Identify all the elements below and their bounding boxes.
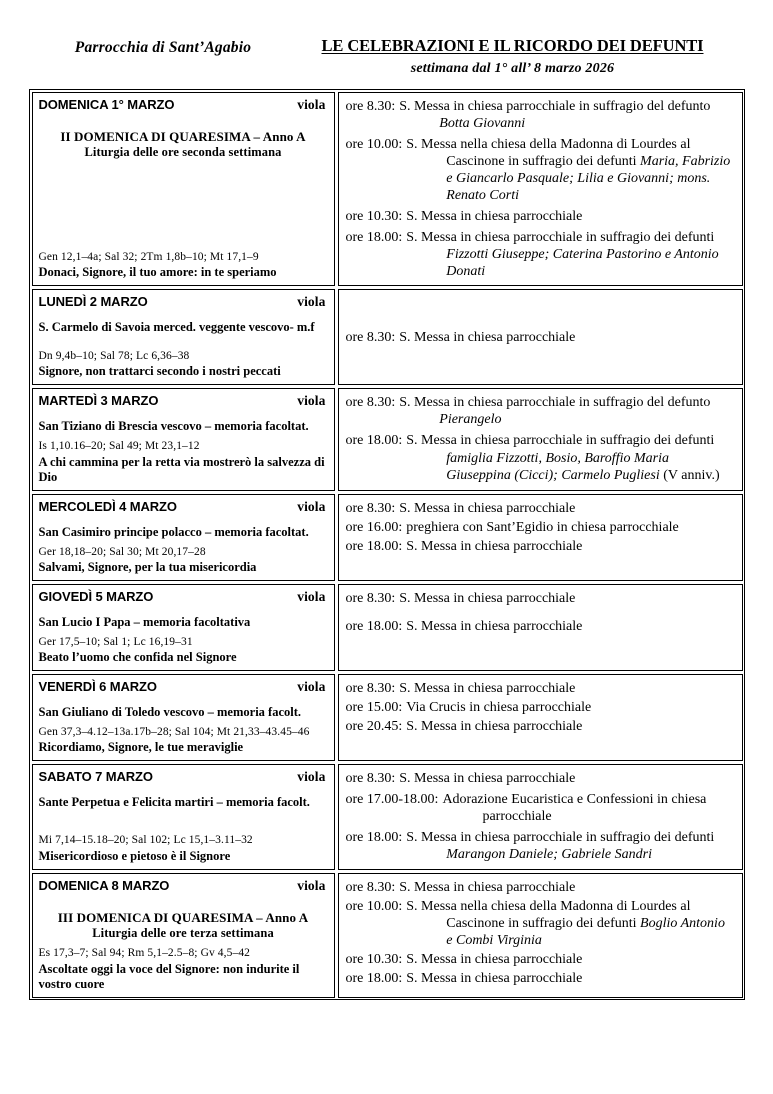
event-time: ore 10.00: xyxy=(345,136,403,152)
list-item xyxy=(346,699,735,716)
solemnity-line-2: Liturgia delle ore terza settimana xyxy=(92,925,274,940)
event-description xyxy=(406,718,734,735)
page-title: LE CELEBRAZIONI E IL RICORDO DEI DEFUNTI xyxy=(321,36,704,55)
event-description xyxy=(399,879,734,896)
day-header xyxy=(39,769,328,785)
scripture-readings: Gen 12,1–4a; Sal 32; 2Tm 1,8b–10; Mt 17,1–9 xyxy=(38,251,259,264)
event-description xyxy=(406,829,734,863)
day-header xyxy=(39,393,328,409)
liturgical-color-label: viola xyxy=(297,294,326,310)
event-description xyxy=(406,951,734,968)
deceased-names: Botta Giovanni xyxy=(439,115,526,131)
day-header xyxy=(39,294,328,310)
day-header xyxy=(39,878,328,894)
parish-block xyxy=(28,36,298,57)
solemnity-title xyxy=(39,910,328,942)
title-block xyxy=(298,36,745,77)
event-text: S. Messa in chiesa parrocchiale xyxy=(406,970,583,986)
saint-memorial: San Casimiro principe polacco – memoria facoltat. xyxy=(38,524,309,539)
list-item xyxy=(346,590,735,607)
day-cell xyxy=(32,289,335,385)
day-title: DOMENICA 1° MARZO xyxy=(38,96,175,112)
table-row xyxy=(32,584,743,671)
page-subtitle: settimana dal 1° all’ 8 marzo 2026 xyxy=(410,61,615,76)
event-time: ore 8.30: xyxy=(345,395,396,411)
event-time: ore 18.00: xyxy=(345,230,403,246)
day-title: LUNEDÌ 2 MARZO xyxy=(38,294,148,310)
saint-memorial: S. Carmelo di Savoia merced. veggente vescovo- m.f xyxy=(38,320,315,335)
event-text: S. Messa in chiesa parrocchiale xyxy=(399,500,576,516)
event-description xyxy=(399,770,734,787)
list-item xyxy=(346,680,735,697)
solemnity-line-1: III DOMENICA DI QUARESIMA – Anno A xyxy=(57,909,309,925)
event-description xyxy=(442,791,734,825)
day-cell xyxy=(32,674,335,761)
list-item xyxy=(346,951,735,968)
list-item xyxy=(346,136,735,204)
list-item xyxy=(346,519,735,536)
event-description xyxy=(406,136,734,204)
liturgical-color-label: viola xyxy=(297,877,326,893)
day-title: MERCOLEDÌ 4 MARZO xyxy=(38,498,177,514)
event-time: ore 18.00: xyxy=(345,433,403,449)
event-text: S. Messa in chiesa parrocchiale in suffragio del defunto xyxy=(399,395,711,411)
event-time: ore 8.30: xyxy=(345,500,396,516)
responsorial-psalm: Ricordiamo, Signore, le tue meraviglie xyxy=(38,740,244,755)
event-text: S. Messa nella chiesa della Madonna di Lourdes al Cascinone in suffragio dei defunti xyxy=(406,898,691,931)
scripture-readings: Ger 18,18–20; Sal 30; Mt 20,17–28 xyxy=(38,545,206,558)
day-cell xyxy=(32,873,335,998)
list-item xyxy=(346,829,735,863)
list-item xyxy=(346,394,735,428)
day-cell xyxy=(32,584,335,671)
event-description xyxy=(406,229,734,280)
event-time: ore 8.30: xyxy=(345,879,396,895)
event-text: S. Messa in chiesa parrocchiale xyxy=(399,879,576,895)
event-text: S. Messa in chiesa parrocchiale xyxy=(399,590,576,606)
liturgical-color-label: viola xyxy=(297,96,326,112)
event-description xyxy=(399,500,734,517)
events-cell xyxy=(338,388,743,490)
responsorial-psalm: Beato l’uomo che confida nel Signore xyxy=(38,649,237,664)
scripture-readings: Mi 7,14–15.18–20; Sal 102; Lc 15,1–3.11–32 xyxy=(38,834,253,847)
saint-memorial: San Tiziano di Brescia vescovo – memoria facoltat. xyxy=(38,419,309,434)
document-header xyxy=(0,0,773,77)
saint-memorial: Sante Perpetua e Felicita martiri – memoria facolt. xyxy=(38,795,310,810)
event-text: S. Messa in chiesa parrocchiale in suffragio dei defunti xyxy=(406,230,715,246)
events-cell xyxy=(338,494,743,581)
scripture-readings: Ger 17,5–10; Sal 1; Lc 16,19–31 xyxy=(38,635,193,648)
event-description xyxy=(406,970,734,987)
event-text: S. Messa in chiesa parrocchiale xyxy=(399,680,576,696)
deceased-names: Maria, Fabrizio e Giancarlo Pasquale; Lilia e Giovanni; mons. Renato Corti xyxy=(446,153,731,203)
event-text: S. Messa in chiesa parrocchiale xyxy=(399,771,576,787)
deceased-names: Marangon Daniele; Gabriele Sandri xyxy=(446,847,652,863)
list-item xyxy=(346,770,735,787)
events-cell xyxy=(338,92,743,287)
event-time: ore 10.00: xyxy=(345,898,403,914)
event-time: ore 17.00-18.00: xyxy=(345,792,439,808)
event-text: S. Messa in chiesa parrocchiale xyxy=(406,719,583,735)
deceased-names: Boglio Antonio e Combi Virginia xyxy=(446,915,725,948)
day-title: DOMENICA 8 MARZO xyxy=(38,877,170,893)
event-time: ore 8.30: xyxy=(345,329,396,345)
list-item xyxy=(346,229,735,280)
event-text: Via Crucis in chiesa parrocchiale xyxy=(406,700,592,716)
event-text: S. Messa nella chiesa della Madonna di Lourdes al Cascinone in suffragio dei defunti xyxy=(406,136,691,169)
table-row xyxy=(32,494,743,581)
event-description xyxy=(406,208,734,225)
event-time: ore 8.30: xyxy=(345,98,396,114)
event-time: ore 8.30: xyxy=(345,590,396,606)
list-item xyxy=(346,970,735,987)
event-text: preghiera con Sant’Egidio in chiesa parrocchiale xyxy=(406,519,679,535)
list-item xyxy=(346,618,735,635)
event-time: ore 15.00: xyxy=(345,700,403,716)
table-row xyxy=(32,289,743,385)
events-cell xyxy=(338,873,743,998)
events-cell xyxy=(338,674,743,761)
cell-spacer xyxy=(39,335,328,344)
event-time: ore 10.30: xyxy=(345,208,403,224)
event-time: ore 16.00: xyxy=(345,519,403,535)
table-row xyxy=(32,388,743,490)
event-text: S. Messa in chiesa parrocchiale in suffragio dei defunti xyxy=(406,433,715,449)
table-row xyxy=(32,92,743,287)
event-description xyxy=(399,394,734,428)
event-time: ore 18.00: xyxy=(345,538,403,554)
event-time: ore 8.30: xyxy=(345,771,396,787)
day-title: VENERDÌ 6 MARZO xyxy=(38,678,157,694)
event-text-tail: (V anniv.) xyxy=(659,467,720,483)
event-time: ore 20.45: xyxy=(345,719,403,735)
day-cell xyxy=(32,494,335,581)
list-item xyxy=(346,898,735,949)
parish-name: Parrocchia di Sant’Agabio xyxy=(74,39,252,56)
liturgical-color-label: viola xyxy=(297,393,326,409)
event-text: S. Messa in chiesa parrocchiale xyxy=(399,329,576,345)
liturgical-color-label: viola xyxy=(297,678,326,694)
event-text: S. Messa in chiesa parrocchiale xyxy=(406,538,583,554)
deceased-names: famiglia Fizzotti, Bosio, Baroffio Maria Giuseppina (Cicci); Carmelo Pugliesi xyxy=(446,450,669,483)
day-cell xyxy=(32,764,335,869)
scripture-readings: Gen 37,3–4.12–13a.17b–28; Sal 104; Mt 21,33–43.45–46 xyxy=(38,725,310,738)
deceased-names: Fizzotti Giuseppe; Caterina Pastorino e Antonio Donati xyxy=(446,247,719,280)
day-cell xyxy=(32,388,335,490)
event-description xyxy=(406,699,734,716)
list-item xyxy=(346,329,735,346)
event-description xyxy=(399,329,734,346)
event-text: Adorazione Eucaristica e Confessioni in chiesa parrocchiale xyxy=(442,792,707,825)
responsorial-psalm: Ascoltate oggi la voce del Signore: non indurite il vostro cuore xyxy=(38,961,300,991)
events-cell xyxy=(338,289,743,385)
responsorial-psalm: Salvami, Signore, per la tua misericordia xyxy=(38,559,257,574)
day-title: MARTEDÌ 3 MARZO xyxy=(38,393,159,409)
event-description xyxy=(406,519,734,536)
responsorial-psalm: Donaci, Signore, il tuo amore: in te speriamo xyxy=(38,265,277,280)
event-time: ore 18.00: xyxy=(345,618,403,634)
event-time: ore 8.30: xyxy=(345,680,396,696)
scripture-readings: Dn 9,4b–10; Sal 78; Lc 6,36–38 xyxy=(38,350,190,363)
event-text: S. Messa in chiesa parrocchiale xyxy=(406,951,583,967)
deceased-names: Pierangelo xyxy=(439,412,502,428)
solemnity-line-2: Liturgia delle ore seconda settimana xyxy=(84,144,282,159)
table-row xyxy=(32,873,743,998)
event-description xyxy=(399,98,734,132)
responsorial-psalm: A chi cammina per la retta via mostrerò la salvezza di Dio xyxy=(38,454,325,484)
cell-spacer xyxy=(39,810,328,828)
table-row xyxy=(32,764,743,869)
responsorial-psalm: Signore, non trattarci secondo i nostri peccati xyxy=(38,364,281,379)
day-header xyxy=(39,499,328,515)
event-description xyxy=(406,432,734,483)
list-item xyxy=(346,208,735,225)
liturgical-color-label: viola xyxy=(297,498,326,514)
event-time: ore 10.30: xyxy=(345,951,403,967)
solemnity-line-1: II DOMENICA DI QUARESIMA – Anno A xyxy=(60,128,306,144)
events-cell xyxy=(338,764,743,869)
responsorial-psalm: Misericordioso e pietoso è il Signore xyxy=(38,848,231,863)
event-time: ore 18.00: xyxy=(345,970,403,986)
list-item xyxy=(346,718,735,735)
cell-spacer xyxy=(39,160,328,245)
event-text: S. Messa in chiesa parrocchiale in suffragio del defunto xyxy=(399,98,711,114)
day-title: SABATO 7 MARZO xyxy=(38,769,153,785)
day-header xyxy=(39,679,328,695)
day-cell xyxy=(32,92,335,287)
scripture-readings: Is 1,10.16–20; Sal 49; Mt 23,1–12 xyxy=(38,440,200,453)
event-time: ore 18.00: xyxy=(345,830,403,846)
solemnity-title xyxy=(39,129,328,161)
event-description xyxy=(399,680,734,697)
day-title: GIOVEDÌ 5 MARZO xyxy=(38,588,154,604)
saint-memorial: San Giuliano di Toledo vescovo – memoria facolt. xyxy=(38,704,302,719)
event-text: S. Messa in chiesa parrocchiale xyxy=(406,618,583,634)
list-item xyxy=(346,98,735,132)
event-description xyxy=(399,590,734,607)
event-description xyxy=(406,898,734,949)
list-item xyxy=(346,879,735,896)
day-header xyxy=(39,589,328,605)
list-item xyxy=(346,791,735,825)
event-text: S. Messa in chiesa parrocchiale xyxy=(406,208,583,224)
list-item xyxy=(346,538,735,555)
schedule-table xyxy=(29,89,745,1000)
saint-memorial: San Lucio I Papa – memoria facoltativa xyxy=(38,614,251,629)
list-item xyxy=(346,432,735,483)
event-description xyxy=(406,538,734,555)
scripture-readings: Es 17,3–7; Sal 94; Rm 5,1–2.5–8; Gv 4,5–42 xyxy=(38,947,251,960)
event-description xyxy=(406,618,734,635)
events-cell xyxy=(338,584,743,671)
list-item xyxy=(346,500,735,517)
table-row xyxy=(32,674,743,761)
liturgical-color-label: viola xyxy=(297,769,326,785)
liturgical-color-label: viola xyxy=(297,588,326,604)
day-header xyxy=(39,97,328,113)
event-text: S. Messa in chiesa parrocchiale in suffragio dei defunti xyxy=(406,830,715,846)
